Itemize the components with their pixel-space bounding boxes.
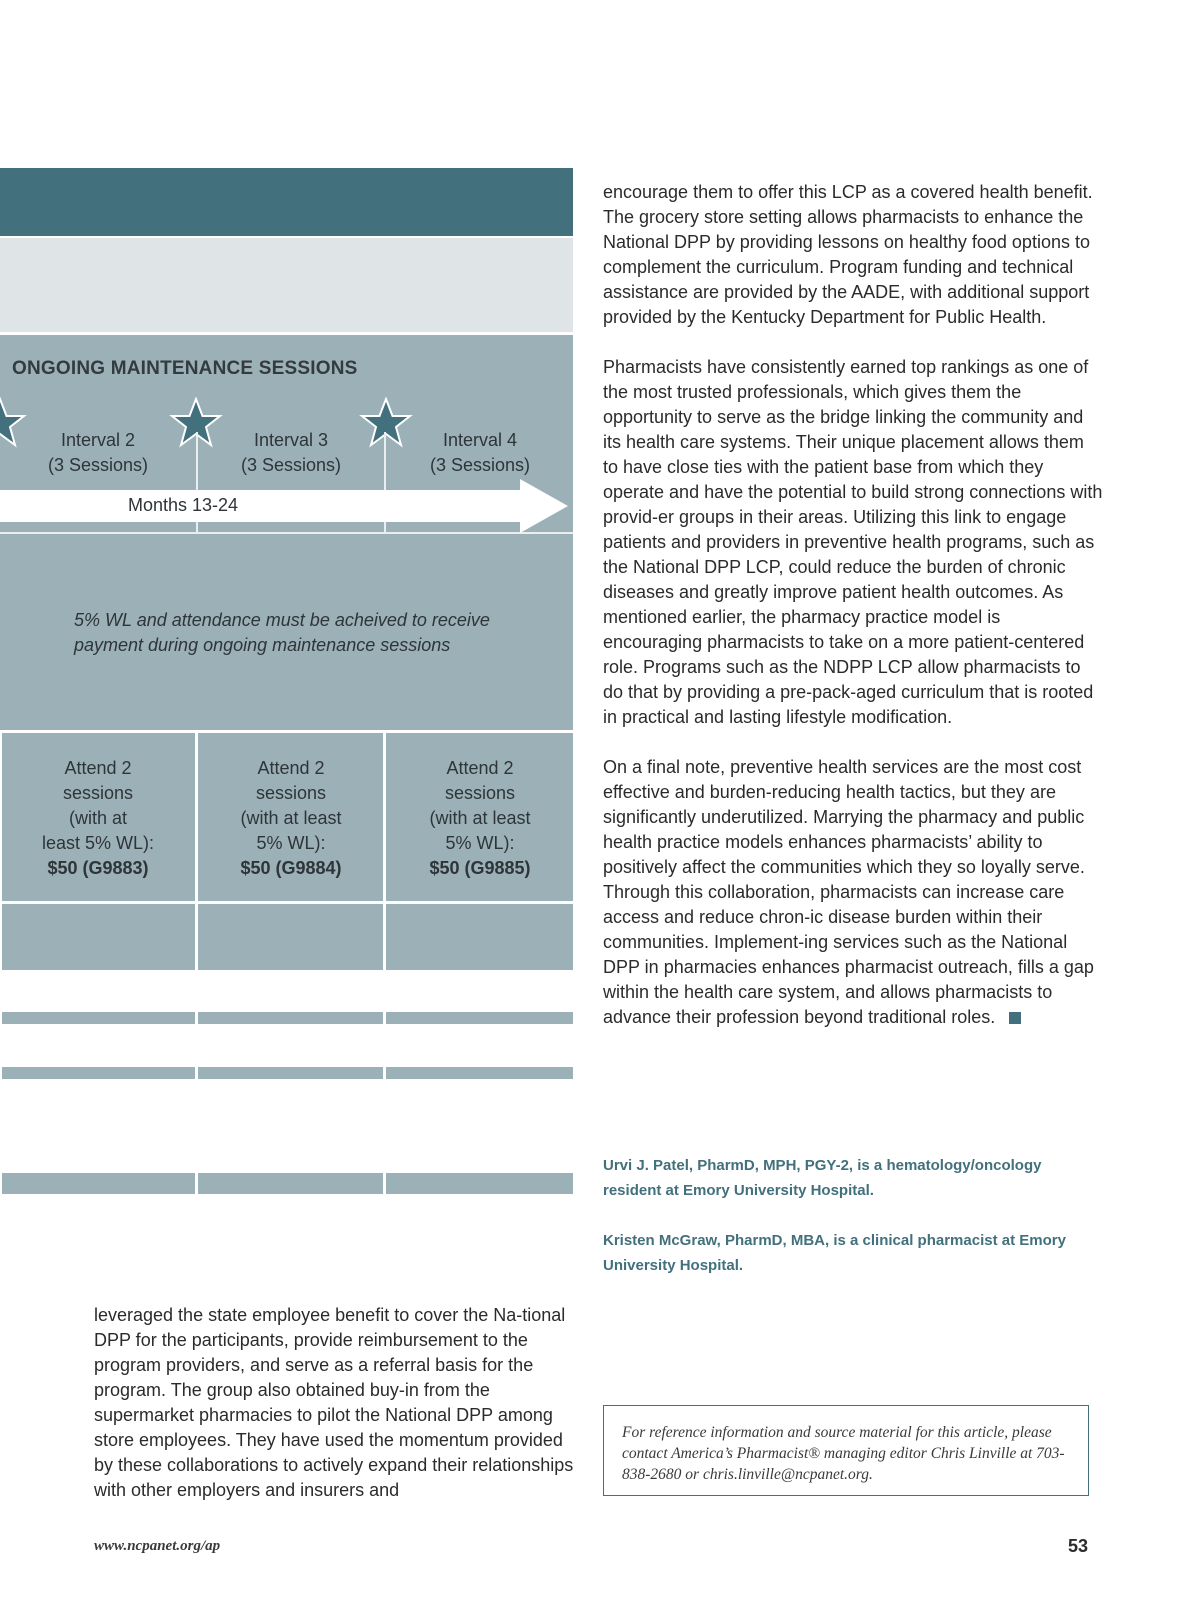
interval-2-label [4, 428, 192, 478]
section-title: ONGOING MAINTENANCE SESSIONS [12, 358, 358, 379]
row-divider [0, 532, 573, 534]
attend-text-interval-3 [197, 756, 385, 881]
interval-sessions: (3 Sessions) [429, 455, 531, 475]
interval-4-label [386, 428, 574, 478]
payment-code: $50 (G9885) [429, 858, 531, 878]
attend-line: (with at [68, 808, 128, 828]
paragraph: leveraged the state employee benefit to cover the Na-tional DPP for the participants, provide reimbursement to the program providers, and serve as a referral basis for the program. The group also obtained buy-in from the supermarket pharmacies to pilot the National DPP among store employees. They have used the momentum provided by these collaborations to actively expand their relationships with other employers and insurers and [94, 1305, 574, 1500]
attend-line: sessions [444, 783, 516, 803]
months-label: Months 13-24 [128, 495, 239, 515]
interval-name: Interval 4 [442, 430, 518, 450]
attend-line: sessions [255, 783, 327, 803]
author-bio-mcgraw: Kristen McGraw, PharmD, MBA, is a clinical pharmacist at Emory University Hospital. [603, 1232, 1066, 1274]
table-strip [386, 1012, 573, 1024]
paragraph: Pharmacists have consistently earned top rankings as one of the most trusted professionals, which gives them the opportunity to serve as the bridge linking the community and its health care systems. Their unique placement allows them to have close ties with the patient base from which they operate and have the potential to build strong connections with provid-er groups in their areas. Utilizing this link to engage patients and providers in preventive health programs, such as the National DPP LCP, could reduce the burden of chronic diseases and greatly improve patient health outcomes. As mentioned earlier, the pharmacy practice model is encouraging pharmacists to take on a more patient-centered role. Programs such as the NDPP LCP allow pharmacists to do that by providing a pre-pack-aged curriculum that is rooted in practical and lasting lifestyle modification. [603, 357, 1103, 727]
paragraph-text: On a final note, preventive health services are the most cost effective and burden-reducing health tactics, but they are significantly underutilized. Marrying the pharmacy and public health practice models enhances pharmacists’ ability to positively affect the communities which they so loyally serve. Through this collaboration, pharmacists can increase care access and reduce chron-ic disease burden within their communities. Implement-ing services such as the National DPP in pharmacies enhances pharmacist outreach, fills a gap within the health care system, and allows pharmacists to advance their profession beyond traditional roles. [603, 757, 1094, 1027]
table-header-band [0, 168, 573, 236]
attend-line: Attend 2 [257, 758, 325, 778]
table-strip [198, 1067, 383, 1079]
payment-code: $50 (G9884) [240, 858, 342, 878]
table-strip [386, 1067, 573, 1079]
end-mark-icon [1009, 1012, 1021, 1024]
arrow-head-icon [520, 479, 568, 533]
author-bio-patel: Urvi J. Patel, PharmD, MPH, PGY-2, is a hematology/oncology resident at Emory University Hospital. [603, 1157, 1042, 1199]
attend-line: (with at least [429, 808, 531, 828]
paragraph: encourage them to offer this LCP as a covered health benefit. The grocery store setting allows pharmacists to enhance the National DPP by providing lessons on healthy food options to complement the curriculum. Program funding and technical assistance are provided by the AADE, with additional support provided by the Kentucky Department for Public Health. [603, 182, 1093, 327]
attend-line: Attend 2 [446, 758, 514, 778]
empty-cell [386, 904, 573, 970]
attend-line: sessions [62, 783, 134, 803]
interval-sessions: (3 Sessions) [240, 455, 342, 475]
table-strip [198, 1012, 383, 1024]
interval-sessions: (3 Sessions) [47, 455, 149, 475]
note-line: payment during ongoing maintenance sessions [74, 635, 451, 655]
attend-line: Attend 2 [64, 758, 132, 778]
table-strip [386, 1173, 573, 1194]
attend-text-interval-2 [4, 756, 192, 881]
table-strip [2, 1067, 195, 1079]
attend-line: (with at least [240, 808, 342, 828]
interval-3-label [197, 428, 385, 478]
attend-line: 5% WL): [256, 833, 326, 853]
payment-code: $50 (G9883) [47, 858, 149, 878]
left-column-text [94, 1303, 584, 1503]
paragraph [603, 755, 1103, 1030]
interval-name: Interval 2 [60, 430, 136, 450]
reference-box: For reference information and source material for this article, please contact America’s Pharmacist® managing editor Chris Linville at 703-838-2680 or chris.linville@ncpanet.org. [603, 1405, 1089, 1496]
payment-note [74, 608, 534, 658]
table-strip [2, 1173, 195, 1194]
timeline-arrow [0, 490, 522, 522]
attend-line: least 5% WL): [41, 833, 155, 853]
note-line: 5% WL and attendance must be acheived to receive [74, 610, 490, 630]
right-column-text [603, 180, 1103, 1030]
interval-name: Interval 3 [253, 430, 329, 450]
empty-cell [2, 904, 195, 970]
page-number: 53 [1068, 1536, 1089, 1556]
table-strip [198, 1173, 383, 1194]
empty-cell [198, 904, 383, 970]
attend-line: 5% WL): [445, 833, 515, 853]
footer-url: www.ncpanet.org/ap [94, 1538, 221, 1554]
attend-text-interval-4 [386, 756, 574, 881]
table-light-band [0, 238, 573, 332]
table-strip [2, 1012, 195, 1024]
